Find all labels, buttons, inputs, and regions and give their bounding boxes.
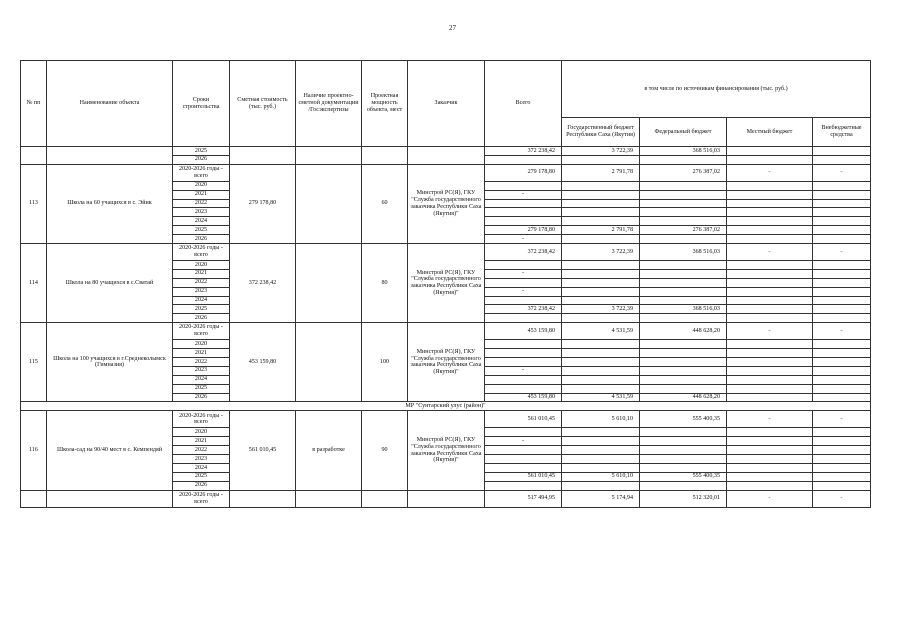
state-cell: 2 791,78	[562, 226, 640, 235]
total-cell	[485, 375, 562, 384]
year-cell: 2024	[173, 217, 230, 226]
extra-cell	[813, 235, 871, 244]
local-cell	[727, 261, 813, 270]
object-customer: Минстрой РС(Я), ГКУ "Служба государственного заказчика Республики Саха (Якутия)"	[408, 164, 485, 243]
local-cell	[727, 278, 813, 287]
federal-cell	[640, 375, 727, 384]
extra-cell	[813, 464, 871, 473]
extra-cell	[813, 375, 871, 384]
federal-cell	[640, 455, 727, 464]
total-cell	[485, 208, 562, 217]
header-cost: Сметная стоимость (тыс. руб.)	[230, 61, 296, 147]
total-cell: 561 010,45	[485, 411, 562, 428]
local-cell: -	[727, 244, 813, 261]
extra-cell	[813, 147, 871, 156]
state-cell	[562, 155, 640, 164]
federal-cell	[640, 384, 727, 393]
total-cell: 517 494,95	[485, 490, 562, 507]
extra-cell	[813, 226, 871, 235]
extra-cell	[813, 287, 871, 296]
total-cell	[485, 481, 562, 490]
total-cell: -	[485, 190, 562, 199]
total-cell: -	[485, 269, 562, 278]
extra-cell: -	[813, 323, 871, 340]
total-cell: -	[485, 287, 562, 296]
federal-cell	[640, 287, 727, 296]
year-cell: 2022	[173, 199, 230, 208]
total-cell: 453 159,80	[485, 393, 562, 402]
total-cell	[485, 358, 562, 367]
federal-cell	[640, 314, 727, 323]
header-name: Наименование объекта	[47, 61, 173, 147]
total-cell	[485, 199, 562, 208]
state-cell	[562, 358, 640, 367]
object-docs: в разработке	[296, 411, 362, 490]
header-extra: Внебюджетные средства	[813, 118, 871, 147]
extra-cell	[813, 472, 871, 481]
extra-cell: -	[813, 490, 871, 507]
federal-cell: 368 516,03	[640, 305, 727, 314]
federal-cell	[640, 278, 727, 287]
object-num: 115	[21, 323, 47, 402]
state-cell: 5 174,94	[562, 490, 640, 507]
total-cell: 453 159,80	[485, 323, 562, 340]
local-cell	[727, 269, 813, 278]
table-row	[21, 164, 871, 181]
table-row	[21, 411, 871, 428]
extra-cell	[813, 455, 871, 464]
cost-cell	[230, 490, 296, 507]
local-cell	[727, 314, 813, 323]
object-cost: 372 238,42	[230, 244, 296, 323]
object-name: Школа на 100 учащихся в г.Среднеколымск (Гимназия)	[47, 323, 173, 402]
federal-cell	[640, 155, 727, 164]
local-cell	[727, 287, 813, 296]
federal-cell	[640, 296, 727, 305]
federal-cell	[640, 366, 727, 375]
object-num: 116	[21, 411, 47, 490]
state-cell	[562, 481, 640, 490]
object-customer: Минстрой РС(Я), ГКУ "Служба государственного заказчика Республики Саха (Якутия)"	[408, 323, 485, 402]
federal-cell	[640, 437, 727, 446]
state-cell	[562, 428, 640, 437]
federal-cell: 368 516,03	[640, 147, 727, 156]
total-cell	[485, 314, 562, 323]
num-cell	[21, 490, 47, 507]
local-cell	[727, 340, 813, 349]
year-cell: 2026	[173, 155, 230, 164]
federal-cell	[640, 190, 727, 199]
federal-cell	[640, 358, 727, 367]
local-cell	[727, 464, 813, 473]
total-cell: 561 010,45	[485, 472, 562, 481]
year-cell: 2020-2026 годы - всего	[173, 164, 230, 181]
extra-cell	[813, 366, 871, 375]
year-cell: 2020-2026 годы - всего	[173, 411, 230, 428]
total-cell	[485, 384, 562, 393]
local-cell	[727, 472, 813, 481]
extra-cell	[813, 481, 871, 490]
local-cell	[727, 358, 813, 367]
year-cell: 2020	[173, 340, 230, 349]
local-cell	[727, 393, 813, 402]
year-cell: 2026	[173, 314, 230, 323]
year-cell: 2020-2026 годы - всего	[173, 244, 230, 261]
federal-cell	[640, 349, 727, 358]
local-cell	[727, 349, 813, 358]
state-cell	[562, 269, 640, 278]
capacity-cell	[362, 490, 408, 507]
local-cell	[727, 235, 813, 244]
object-docs	[296, 164, 362, 243]
docs-cell	[296, 490, 362, 507]
local-cell	[727, 428, 813, 437]
extra-cell: -	[813, 411, 871, 428]
header-local: Местный бюджет	[727, 118, 813, 147]
state-cell: 4 531,59	[562, 393, 640, 402]
federal-cell	[640, 340, 727, 349]
federal-cell	[640, 217, 727, 226]
total-cell	[485, 349, 562, 358]
object-docs	[296, 323, 362, 402]
state-cell: 5 610,10	[562, 411, 640, 428]
extra-cell	[813, 428, 871, 437]
local-cell	[727, 481, 813, 490]
federal-cell	[640, 199, 727, 208]
year-cell: 2020	[173, 181, 230, 190]
name-cell	[47, 490, 173, 507]
local-cell	[727, 181, 813, 190]
object-customer: Минстрой РС(Я), ГКУ "Служба государственного заказчика Республики Саха (Якутия)"	[408, 411, 485, 490]
object-num: 114	[21, 244, 47, 323]
object-customer: Минстрой РС(Я), ГКУ "Служба государственного заказчика Республики Саха (Якутия)"	[408, 244, 485, 323]
year-cell: 2023	[173, 208, 230, 217]
object-capacity: 80	[362, 244, 408, 323]
local-cell	[727, 446, 813, 455]
financing-table	[20, 60, 871, 508]
year-cell: 2021	[173, 269, 230, 278]
state-cell	[562, 287, 640, 296]
object-capacity: 100	[362, 323, 408, 402]
total-cell	[485, 278, 562, 287]
year-cell: 2025	[173, 226, 230, 235]
table-row	[21, 244, 871, 261]
total-cell	[485, 296, 562, 305]
extra-cell: -	[813, 244, 871, 261]
year-cell: 2020-2026 годы - всего	[173, 323, 230, 340]
year-cell: 2021	[173, 190, 230, 199]
local-cell: -	[727, 490, 813, 507]
federal-cell: 555 400,35	[640, 411, 727, 428]
state-cell	[562, 296, 640, 305]
extra-cell	[813, 278, 871, 287]
header-federal: Федеральный бюджет	[640, 118, 727, 147]
state-cell	[562, 437, 640, 446]
federal-cell	[640, 446, 727, 455]
extra-cell	[813, 296, 871, 305]
federal-cell: 276 387,02	[640, 164, 727, 181]
total-cell	[485, 217, 562, 226]
customer-cell	[408, 147, 485, 165]
total-cell: 372 238,42	[485, 244, 562, 261]
total-cell	[485, 446, 562, 455]
extra-cell	[813, 358, 871, 367]
extra-cell	[813, 269, 871, 278]
table-row	[21, 323, 871, 340]
object-name: Школа на 60 учащихся в с. Эйик	[47, 164, 173, 243]
state-cell: 4 531,59	[562, 323, 640, 340]
year-cell: 2022	[173, 358, 230, 367]
state-cell	[562, 199, 640, 208]
capacity-cell	[362, 147, 408, 165]
local-cell	[727, 147, 813, 156]
year-cell: 2022	[173, 278, 230, 287]
header-row	[21, 61, 871, 118]
year-cell: 2021	[173, 349, 230, 358]
total-cell: -	[485, 235, 562, 244]
year-cell: 2023	[173, 366, 230, 375]
name-cell	[47, 147, 173, 165]
federal-cell: 448 628,20	[640, 393, 727, 402]
year-cell: 2024	[173, 296, 230, 305]
extra-cell	[813, 217, 871, 226]
header-capacity: Проектная мощность объекта, мест	[362, 61, 408, 147]
extra-cell	[813, 199, 871, 208]
state-cell	[562, 464, 640, 473]
federal-cell: 512 320,01	[640, 490, 727, 507]
header-num: № пп	[21, 61, 47, 147]
federal-cell	[640, 208, 727, 217]
total-cell	[485, 181, 562, 190]
state-cell	[562, 446, 640, 455]
cost-cell	[230, 147, 296, 165]
total-cell	[485, 428, 562, 437]
extra-cell	[813, 437, 871, 446]
year-cell: 2025	[173, 147, 230, 156]
local-cell	[727, 384, 813, 393]
extra-cell	[813, 190, 871, 199]
local-cell	[727, 455, 813, 464]
state-cell	[562, 190, 640, 199]
federal-cell	[640, 181, 727, 190]
group-row	[21, 402, 871, 411]
state-cell	[562, 455, 640, 464]
state-cell: 3 722,39	[562, 244, 640, 261]
total-cell	[485, 464, 562, 473]
year-cell: 2025	[173, 384, 230, 393]
extra-cell	[813, 314, 871, 323]
object-docs	[296, 244, 362, 323]
federal-cell	[640, 464, 727, 473]
object-cost: 279 178,80	[230, 164, 296, 243]
state-cell	[562, 181, 640, 190]
header-customer: Заказчик	[408, 61, 485, 147]
year-cell: 2024	[173, 375, 230, 384]
state-cell	[562, 235, 640, 244]
extra-cell	[813, 446, 871, 455]
total-cell: -	[485, 437, 562, 446]
page-number: 27	[449, 24, 456, 32]
federal-cell: 276 387,02	[640, 226, 727, 235]
local-cell	[727, 155, 813, 164]
state-cell: 2 791,78	[562, 164, 640, 181]
state-cell	[562, 349, 640, 358]
federal-cell	[640, 428, 727, 437]
extra-cell	[813, 393, 871, 402]
extra-cell	[813, 155, 871, 164]
local-cell	[727, 226, 813, 235]
local-cell	[727, 217, 813, 226]
federal-cell: 555 400,35	[640, 472, 727, 481]
table-row	[21, 147, 871, 156]
object-cost: 561 010,45	[230, 411, 296, 490]
local-cell	[727, 366, 813, 375]
object-cost: 453 159,80	[230, 323, 296, 402]
local-cell: -	[727, 411, 813, 428]
extra-cell: -	[813, 164, 871, 181]
state-cell	[562, 340, 640, 349]
local-cell	[727, 208, 813, 217]
total-cell: -	[485, 366, 562, 375]
year-cell: 2026	[173, 393, 230, 402]
local-cell	[727, 199, 813, 208]
state-cell	[562, 384, 640, 393]
extra-cell	[813, 208, 871, 217]
state-cell	[562, 375, 640, 384]
extra-cell	[813, 181, 871, 190]
total-cell	[485, 155, 562, 164]
extra-cell	[813, 305, 871, 314]
total-cell: 372 238,42	[485, 305, 562, 314]
federal-cell: 368 516,03	[640, 244, 727, 261]
total-cell	[485, 455, 562, 464]
federal-cell	[640, 269, 727, 278]
year-cell: 2024	[173, 464, 230, 473]
year-cell: 2021	[173, 437, 230, 446]
extra-cell	[813, 349, 871, 358]
extra-cell	[813, 384, 871, 393]
year-cell: 2020	[173, 428, 230, 437]
local-cell: -	[727, 323, 813, 340]
state-cell	[562, 366, 640, 375]
federal-cell	[640, 261, 727, 270]
year-cell: 2023	[173, 455, 230, 464]
local-cell	[727, 437, 813, 446]
total-cell: 279 178,80	[485, 164, 562, 181]
total-cell: 279 178,80	[485, 226, 562, 235]
local-cell	[727, 190, 813, 199]
year-cell: 2025	[173, 472, 230, 481]
state-cell	[562, 217, 640, 226]
extra-cell	[813, 340, 871, 349]
object-name: Школа-сад на 90/40 мест в с. Кемпендяй	[47, 411, 173, 490]
object-num: 113	[21, 164, 47, 243]
header-sources: в том числе по источникам финансирования (тыс. руб.)	[562, 61, 871, 118]
object-capacity: 90	[362, 411, 408, 490]
year-cell: 2020-2026 годы - всего	[173, 490, 230, 507]
header-state: Государственный бюджет Республики Саха (Якутия)	[562, 118, 640, 147]
group-title: МР "Сунтарский улус (район)"	[21, 402, 871, 411]
header-docs: Наличие проектно-сметной документации /Госэкспертизы	[296, 61, 362, 147]
extra-cell	[813, 261, 871, 270]
object-capacity: 60	[362, 164, 408, 243]
local-cell	[727, 375, 813, 384]
docs-cell	[296, 147, 362, 165]
num-cell	[21, 147, 47, 165]
total-cell	[485, 340, 562, 349]
local-cell: -	[727, 164, 813, 181]
state-cell	[562, 278, 640, 287]
object-name: Школа на 80 учащихся в с.Сватай	[47, 244, 173, 323]
table-row	[21, 490, 871, 507]
total-cell	[485, 261, 562, 270]
year-cell: 2025	[173, 305, 230, 314]
year-cell: 2023	[173, 287, 230, 296]
federal-cell	[640, 235, 727, 244]
total-cell: 372 238,42	[485, 147, 562, 156]
state-cell: 5 610,10	[562, 472, 640, 481]
state-cell	[562, 314, 640, 323]
local-cell	[727, 296, 813, 305]
customer-cell	[408, 490, 485, 507]
year-cell: 2022	[173, 446, 230, 455]
state-cell	[562, 208, 640, 217]
federal-cell: 448 628,20	[640, 323, 727, 340]
state-cell: 3 722,39	[562, 305, 640, 314]
header-terms: Сроки строительства	[173, 61, 230, 147]
federal-cell	[640, 481, 727, 490]
header-total: Всего	[485, 61, 562, 147]
year-cell: 2026	[173, 481, 230, 490]
year-cell: 2020	[173, 261, 230, 270]
year-cell: 2026	[173, 235, 230, 244]
local-cell	[727, 305, 813, 314]
state-cell: 3 722,39	[562, 147, 640, 156]
state-cell	[562, 261, 640, 270]
